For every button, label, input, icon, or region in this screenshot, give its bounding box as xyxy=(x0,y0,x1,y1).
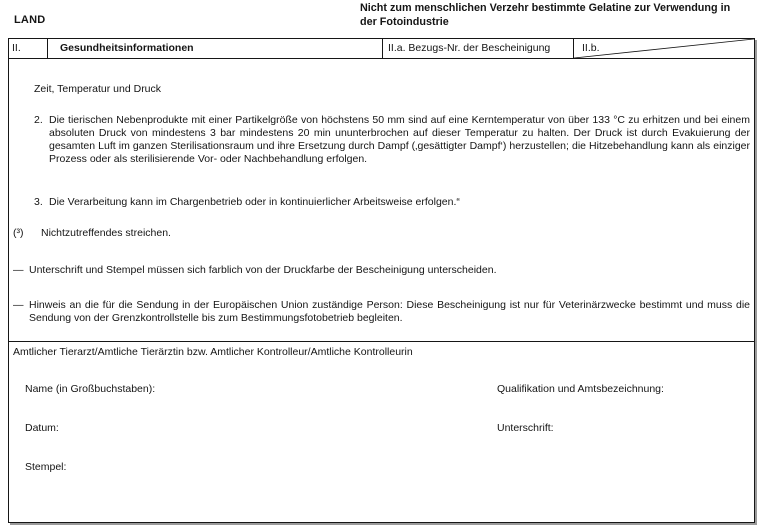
note-1-text: Unterschrift und Stempel müssen sich farblich von der Druckfarbe der Bescheinigung unterscheiden. xyxy=(29,264,497,276)
item-3-text: Die Verarbeitung kann im Chargenbetrieb oder in kontinuierlicher Arbeitsweise erfolgen.“ xyxy=(49,196,460,208)
land-label: LAND xyxy=(14,14,46,26)
name-field-label: Name (in Großbuchstaben): xyxy=(25,383,156,395)
subject-line: Zeit, Temperatur und Druck xyxy=(34,83,162,95)
document-title-line-1: Nicht zum menschlichen Verzehr bestimmte Gelatine zur Verwendung in xyxy=(360,2,731,14)
note-consignment-person xyxy=(13,299,750,325)
header-cell-health-information: Gesundheitsinformationen xyxy=(48,39,383,58)
certificate-text-area xyxy=(9,59,754,522)
stamp-field-label: Stempel: xyxy=(25,461,67,473)
item-3-number: 3. xyxy=(34,196,43,208)
signature-section-heading: Amtlicher Tierarzt/Amtliche Tierärztin bzw. Amtlicher Kontrolleur/Amtliche Kontrolleurin xyxy=(13,346,413,358)
item-2-text: Die tierischen Nebenprodukte mit einer Partikelgröße von höchstens 50 mm sind auf eine Kerntemperatur von über 133 °C zu erhitzen und bei einem absoluten Druck von mindestens 3 bar mindestens 20 min ununterbrochen auf dieser Temperatur zu halten. Der Druck ist durch Evakuierung der gesamten Luft im ganzen Sterilisationsraum und ihre Ersetzung durch Dampf (‚gesättigter Dampf‘) herzustellen; die Hitzebehandlung kann als einziger Prozess oder als sterilisierende Vor- oder Nachbehandlung erfolgen. xyxy=(49,114,750,165)
note-signature-color xyxy=(13,264,750,277)
signature-field-label: Unterschrift: xyxy=(497,422,554,434)
footnote xyxy=(13,227,171,240)
document-title xyxy=(360,1,758,29)
header-cell-section-number: II. xyxy=(9,39,48,58)
header-cell-iib-label: II.b. xyxy=(582,42,600,54)
item-2-number: 2. xyxy=(34,114,43,126)
signature-section-divider xyxy=(8,341,755,342)
header-cell-reference-number: II.a. Bezugs-Nr. der Bescheinigung xyxy=(383,39,574,58)
numbered-item-3 xyxy=(34,196,750,209)
note-2-dash: — xyxy=(13,299,24,311)
certificate-body-box xyxy=(8,38,755,523)
diagonal-strike-line xyxy=(574,39,754,58)
header-cell-iib xyxy=(574,39,754,58)
numbered-item-2 xyxy=(34,114,750,166)
footnote-text: Nichtzutreffendes streichen. xyxy=(41,227,171,239)
document-title-line-2: der Fotoindustrie xyxy=(360,16,449,28)
note-1-dash: — xyxy=(13,264,24,276)
date-field-label: Datum: xyxy=(25,422,59,434)
section-header-row xyxy=(9,39,754,59)
qualification-field-label: Qualifikation und Amtsbezeichnung: xyxy=(497,383,664,395)
footnote-marker: (³) xyxy=(13,227,24,239)
note-2-text: Hinweis an die für die Sendung in der Europäischen Union zuständige Person: Diese Bescheinigung ist nur für Veterinärzwecke bestimmt und muss die Sendung von der Grenzkontrollstelle bis zum Bestimmungsfotobetrieb begleiten. xyxy=(29,299,750,324)
